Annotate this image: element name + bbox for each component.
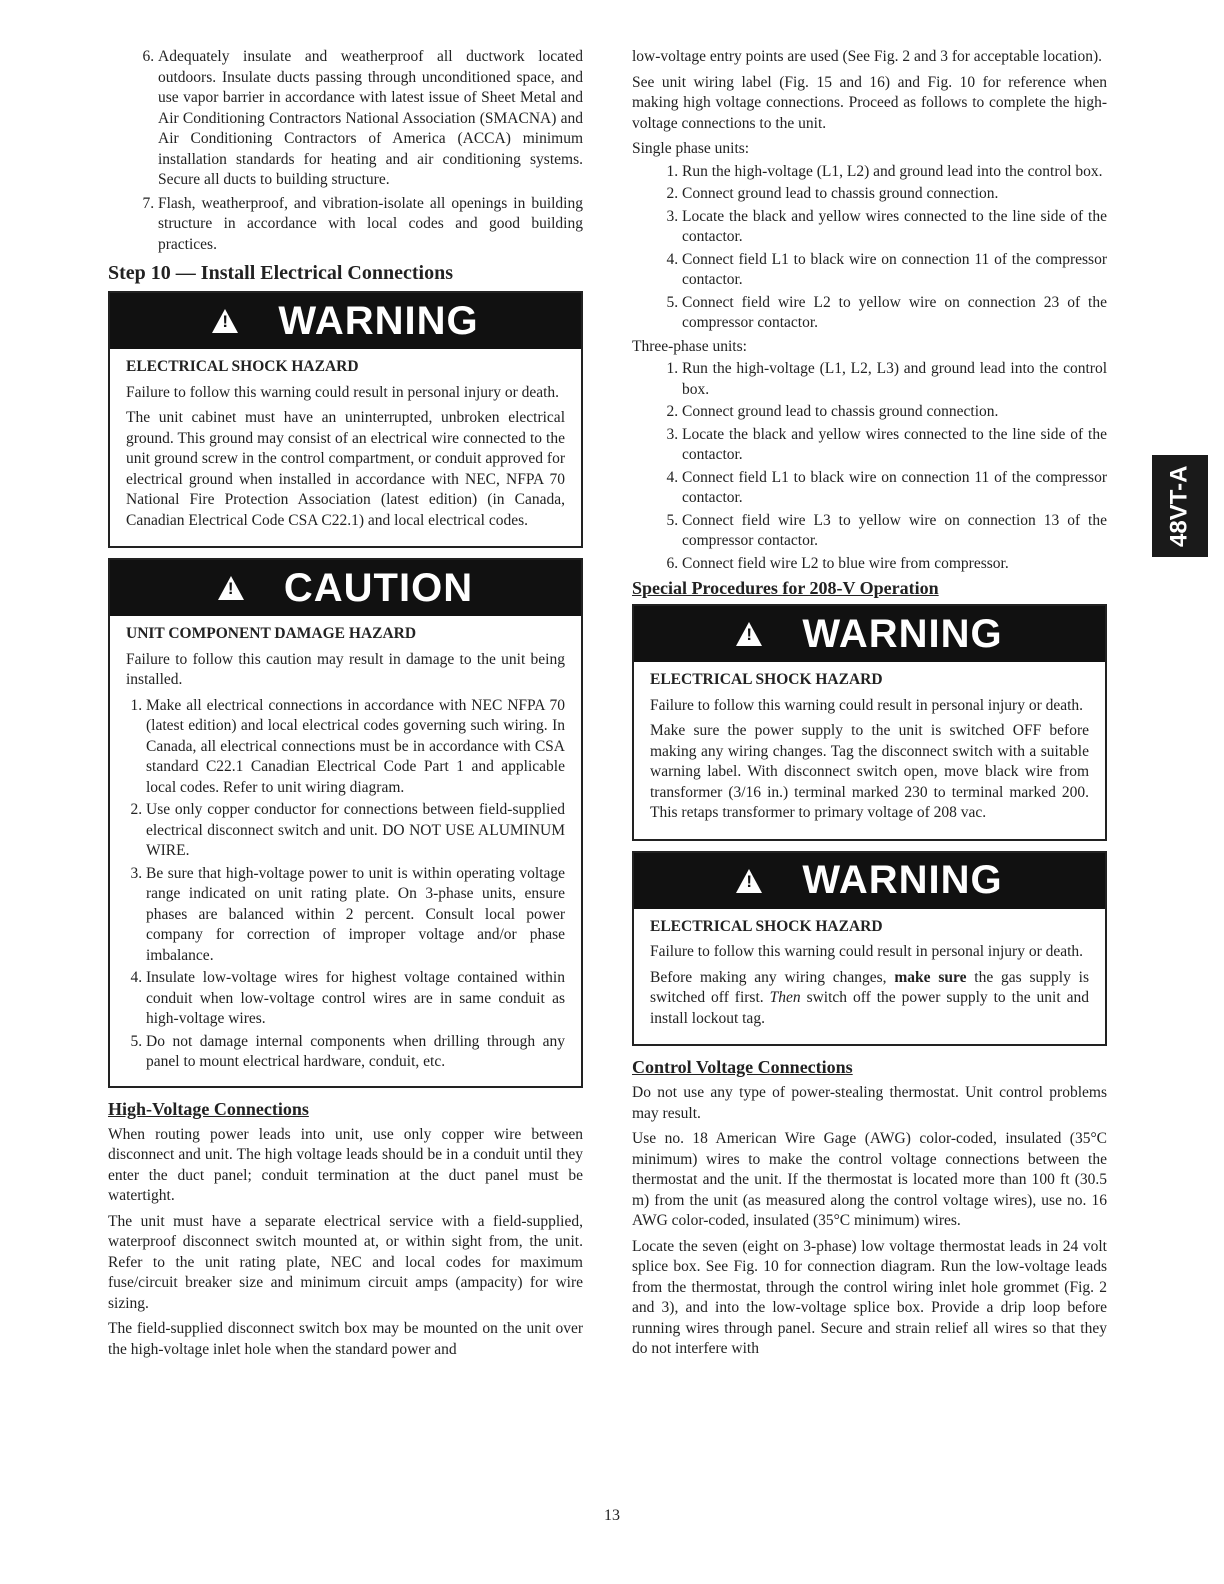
list-item: 4. Insulate low-voltage wires for highest voltage contained within conduit when low-voltage control wires are in same conduit as high-voltage wires. (146, 968, 565, 1030)
warning-box-electrical-ground (108, 291, 583, 548)
warning-text: Failure to follow this warning could result in personal injury or death. (650, 696, 1084, 714)
hazard-title: ELECTRICAL SHOCK HAZARD (126, 358, 359, 375)
warning-triangle-icon (736, 622, 762, 646)
single-phase-label: Single phase units: (632, 140, 750, 157)
single-phase-list (632, 162, 1107, 334)
caution-banner (110, 560, 581, 616)
hazard-title: UNIT COMPONENT DAMAGE HAZARD (126, 625, 417, 642)
caution-body (110, 616, 581, 1086)
list-item: 4. Connect field L1 to black wire on connection 11 of the compressor contactor. (682, 468, 1107, 509)
list-item: 6. Connect field wire L2 to blue wire from compressor. (682, 554, 1107, 575)
warning-body (634, 662, 1105, 839)
warning-banner-label: WARNING (802, 611, 1003, 656)
emphasis-italic: Then (769, 989, 801, 1006)
right-column (632, 47, 1107, 1365)
caution-text: Failure to follow this caution may result in damage to the unit being installed. (126, 650, 565, 688)
warning-box-gas-supply (632, 851, 1107, 1047)
model-side-tab (1152, 455, 1208, 557)
list-item: 2. Use only copper conductor for connections between field-supplied electrical disconnect switch and unit. DO NOT USE ALUMINUM WIRE. (146, 800, 565, 862)
left-column (108, 47, 583, 1365)
list-item: 5. Connect field wire L2 to yellow wire on connection 23 of the compressor contactor. (682, 293, 1107, 334)
step-10-heading: Step 10 — Install Electrical Connections (108, 262, 453, 284)
three-phase-label: Three-phase units: (632, 337, 747, 355)
warning-body (110, 349, 581, 546)
high-voltage-heading: High-Voltage Connections (108, 1098, 309, 1119)
caution-box-component-damage (108, 558, 583, 1088)
caution-triangle-icon (218, 576, 244, 600)
list-item: 2. Connect ground lead to chassis ground connection. (682, 402, 1107, 423)
list-item: 3. Locate the black and yellow wires connected to the line side of the contactor. (682, 425, 1107, 466)
hazard-title: ELECTRICAL SHOCK HAZARD (650, 917, 883, 935)
paragraph: The unit must have a separate electrical service with a field-supplied, waterproof disconnect switch mounted at, or within sight from, the unit. Refer to the unit rating plate, NEC and local codes for maximum fuse/circuit breaker size and minimum circuit amps (ampacity) for wire sizing. (108, 1212, 583, 1312)
text-run: switch off the power supply to the unit and install lockout tag. (650, 989, 1089, 1027)
list-item: 1. Make all electrical connections in accordance with NEC NFPA 70 (latest edition) and local electrical codes governing such wiring. In Canada, all electrical connections must be in accordance with CSA standard C22.1 Canadian Electrical Code Part 1 and applicable local codes. Refer to unit wiring diagram. (146, 696, 565, 799)
warning-box-208v (632, 604, 1107, 841)
warning-banner (634, 606, 1105, 662)
warning-banner-label: WARNING (802, 858, 1003, 903)
model-label: 48VT-A (1165, 465, 1193, 547)
text-run: the gas supply is switched off first. (650, 968, 1090, 1006)
paragraph: Use no. 18 American Wire Gage (AWG) color-coded, insulated (35°C minimum) wires to make the control voltage connections between the thermostat and the unit. If the thermostat is located more than 100 ft (30.5 m) from the unit (as measured along the control voltage wires), use no. 16 AWG color-coded, insulated (35°C minimum) wires. (632, 1130, 1107, 1229)
control-voltage-heading: Control Voltage Connections (632, 1057, 853, 1077)
warning-text: Make sure the power supply to the unit is switched OFF before making any wiring changes. Tag the disconnect switch with a suitable warning label. With disconnect switch open, move black wire from transformer (3/16 in.) terminal marked 230 to terminal marked 200. This retaps transformer to primary voltage of 208 vac. (650, 722, 1089, 821)
caution-banner-label: CAUTION (283, 565, 474, 610)
text-run: Before making any wiring changes, (650, 968, 895, 986)
list-item: 7. Flash, weatherproof, and vibration-isolate all openings in building structure in accordance with local codes and good building practices. (158, 194, 583, 256)
caution-list (126, 696, 565, 1073)
list-item: 1. Run the high-voltage (L1, L2) and ground lead into the control box. (682, 162, 1107, 183)
paragraph: See unit wiring label (Fig. 15 and 16) and Fig. 10 for reference when making high voltage connections. Proceed as follows to complete the high-voltage connections to the unit. (632, 73, 1107, 132)
list-item: 6. Adequately insulate and weatherproof all ductwork located outdoors. Insulate ducts passing through unconditioned space, and use vapor barrier in accordance with latest issue of Sheet Metal and Air Conditioning Contractors National Association (SMACNA) and Air Conditioning Contractors of America (ACCA) minimum installation standards for heating and air conditioning systems. Secure all ducts to building structure. (158, 47, 583, 191)
warning-triangle-icon (736, 869, 762, 893)
hazard-title: ELECTRICAL SHOCK HAZARD (650, 671, 883, 688)
warning-banner (110, 293, 581, 349)
paragraph: The field-supplied disconnect switch box may be mounted on the unit over the high-voltage inlet hole when the standard power and (108, 1320, 583, 1358)
warning-text (650, 968, 1089, 1030)
paragraph: When routing power leads into unit, use only copper wire between disconnect and unit. The high voltage leads should be in a conduit until they enter the duct panel; conduit termination at the duct panel must be watertight. (108, 1125, 583, 1204)
paragraph: Locate the seven (eight on 3-phase) low voltage thermostat leads in 24 volt splice box. See Fig. 10 for connection diagram. Run the low-voltage leads from the thermostat, through the control wiring inlet hole grommet (Fig. 2 and 3), and into the low-voltage splice box. Provide a drip loop before running wires through panel. Secure and strain relief all wires so that they do not interfere with (632, 1237, 1107, 1357)
special-procedures-heading: Special Procedures for 208-V Operation (632, 578, 939, 598)
paragraph: Do not use any type of power-stealing thermostat. Unit control problems may result. (632, 1084, 1107, 1122)
list-item: 5. Do not damage internal components when drilling through any panel to mount electrical hardware, conduit, etc. (146, 1032, 565, 1073)
page-number: 13 (604, 1507, 620, 1524)
list-item: 4. Connect field L1 to black wire on connection 11 of the compressor contactor. (682, 250, 1107, 291)
warning-text: Failure to follow this warning could result in personal injury or death. (650, 943, 1084, 960)
warning-banner-label: WARNING (278, 298, 479, 343)
list-item: 3. Locate the black and yellow wires connected to the line side of the contactor. (682, 207, 1107, 248)
emphasis-bold: make sure (894, 968, 967, 986)
paragraph: low-voltage entry points are used (See Fig. 2 and 3 for acceptable location). (632, 48, 1103, 65)
list-item: 1. Run the high-voltage (L1, L2, L3) and ground lead into the control box. (682, 359, 1107, 400)
warning-triangle-icon (212, 309, 238, 333)
three-phase-list (632, 359, 1107, 574)
warning-banner (634, 853, 1105, 909)
ductwork-list (108, 47, 583, 255)
warning-text: The unit cabinet must have an uninterrupted, unbroken electrical ground. This ground may consist of an electrical wire connected to the unit ground screw in the control compartment, or conduit approved for electrical ground when installed in accordance with NEC, NFPA 70 National Fire Protection Association (latest edition) (in Canada, Canadian Electrical Code CSA C22.1) and local electrical codes. (126, 409, 565, 529)
list-item: 2. Connect ground lead to chassis ground connection. (682, 184, 1107, 205)
warning-body (634, 909, 1105, 1045)
list-item: 3. Be sure that high-voltage power to unit is within operating voltage range indicated on unit rating plate. On 3-phase units, ensure phases are balanced within 2 percent. Consult local power company for correction of improper voltage and/or phase imbalance. (146, 864, 565, 967)
warning-text: Failure to follow this warning could result in personal injury or death. (126, 383, 560, 401)
list-item: 5. Connect field wire L3 to yellow wire on connection 13 of the compressor contactor. (682, 511, 1107, 552)
